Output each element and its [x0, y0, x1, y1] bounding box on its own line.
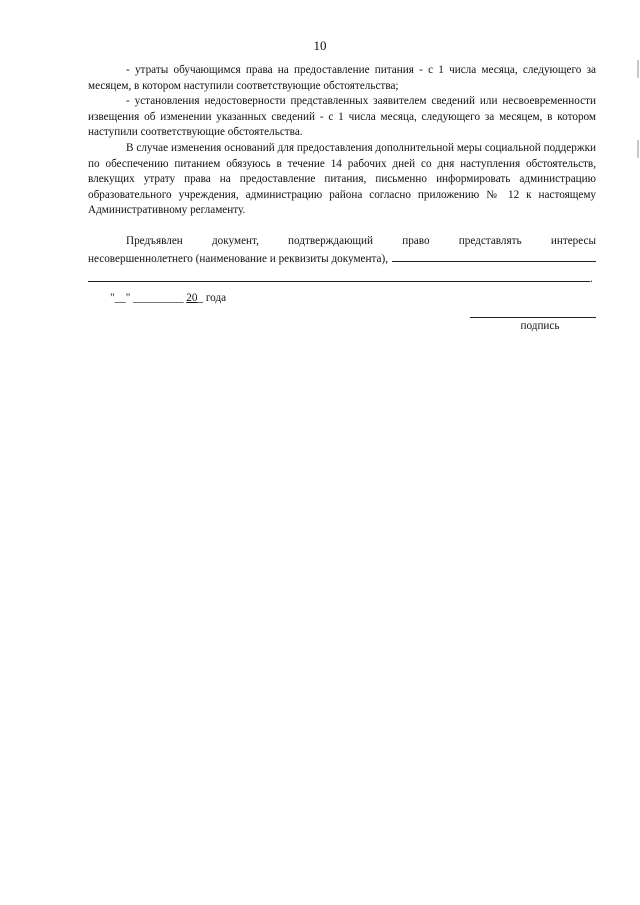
scan-edge-mark — [637, 140, 639, 158]
date-open-quote: " — [110, 292, 115, 304]
date-suffix: года — [205, 292, 227, 304]
paragraph-unreliable-info: - установления недостоверности представленных заявителем сведений или несвоевременности извещения об изменении указанных сведений - с 1 числа месяца, следующего за месяцем, в котором наступили соответствующие обстоятельства. — [88, 95, 596, 139]
date-month-field[interactable]: _________ — [133, 292, 184, 304]
scan-edge-mark — [637, 60, 639, 78]
document-body — [88, 63, 596, 288]
paragraph-obligation: В случае изменения оснований для предоставления дополнительной меры социальной поддержки по обеспечению питанием обязуюсь в течение 14 рабочих дней со дня наступления обстоятельств, влекущих утрату права на предоставление питания, письменно информировать администрацию образовательного учреждения, администрацию района согласно приложению № 12 к настоящему Административному регламенту. — [88, 141, 596, 217]
date-close-quote: " — [125, 292, 131, 304]
spacer — [88, 219, 596, 234]
document-statement-line2 — [88, 250, 596, 268]
date-day-field[interactable]: __ — [114, 292, 126, 304]
document-statement-line1: Предъявлен документ, подтверждающий право представлять интересы — [126, 234, 596, 247]
signature-field[interactable] — [470, 317, 596, 318]
document-statement-text: несовершеннолетнего (наименование и реквизиты документа), — [88, 252, 388, 265]
date-row — [110, 292, 226, 304]
date-year-prefix: 20 — [186, 292, 198, 304]
document-details-continuation — [88, 270, 596, 288]
end-period: . — [590, 273, 593, 286]
signature-label: подпись — [520, 320, 560, 332]
date-year-field[interactable]: _ — [197, 292, 204, 304]
document-details-field[interactable] — [392, 250, 596, 262]
page-number: 10 — [313, 38, 327, 53]
paragraph-loss-of-right: - утраты обучающимся права на предоставление питания - с 1 числа месяца, следующего за месяцем, в котором наступили соответствующие обстоятельства; — [88, 64, 596, 92]
document-details-field-2[interactable] — [88, 270, 590, 282]
